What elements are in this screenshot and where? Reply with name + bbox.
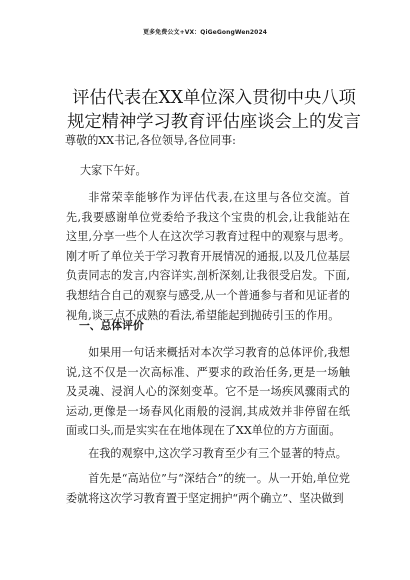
paragraph-overall-evaluation: 如果用一句话来概括对本次学习教育的总体评价,我想说,这不仅是一次高标准、严要求的政治任务,更是一场触及灵魂、浸润人心的深刻变革。它不是一场疾风骤雨式的运动,更像是一场春风化雨般的浸润,其成效并非停留在纸面或口头,而是实实在在地体现在了XX单位的方方面面。 xyxy=(66,346,350,438)
salutation: 尊敬的XX书记,各位领导,各位同事: xyxy=(65,134,236,147)
greeting: 大家下午好。 xyxy=(80,164,147,177)
section-heading-overall-evaluation: 一、总体评价 xyxy=(79,319,144,332)
document-title: 评估代表在XX单位深入贯彻中央八项规定精神学习教育评估座谈会上的发言 xyxy=(67,88,361,132)
paragraph-introduction: 非常荣幸能够作为评估代表,在这里与各位交流。首先,我要感谢单位党委给予我这个宝贵的机会,让我能站在这里,分享一些个人在这次学习教育过程中的观察与思考。刚才听了单位关于学习教育开展情况的通报,以及几位基层负责同志的发言,内容详实,剖析深刻,让我很受启发。下面,我想结合自己的观察与感受,从一个普通参与者和见证者的视角,谈三点不成熟的看法,希望能起到抛砖引玉的作用。 xyxy=(66,191,350,322)
header-note: 更多免费公文+VX：QiGeGongWen2024 xyxy=(142,29,267,36)
paragraph-three-features: 在我的观察中,这次学习教育至少有三个显著的特点。 xyxy=(88,447,347,460)
paragraph-first-feature: 首先是“高站位”与“深结合”的统一。从一开始,单位党委就将这次学习教育置于坚定拥护“两个确立”、坚决做到 xyxy=(66,472,350,505)
